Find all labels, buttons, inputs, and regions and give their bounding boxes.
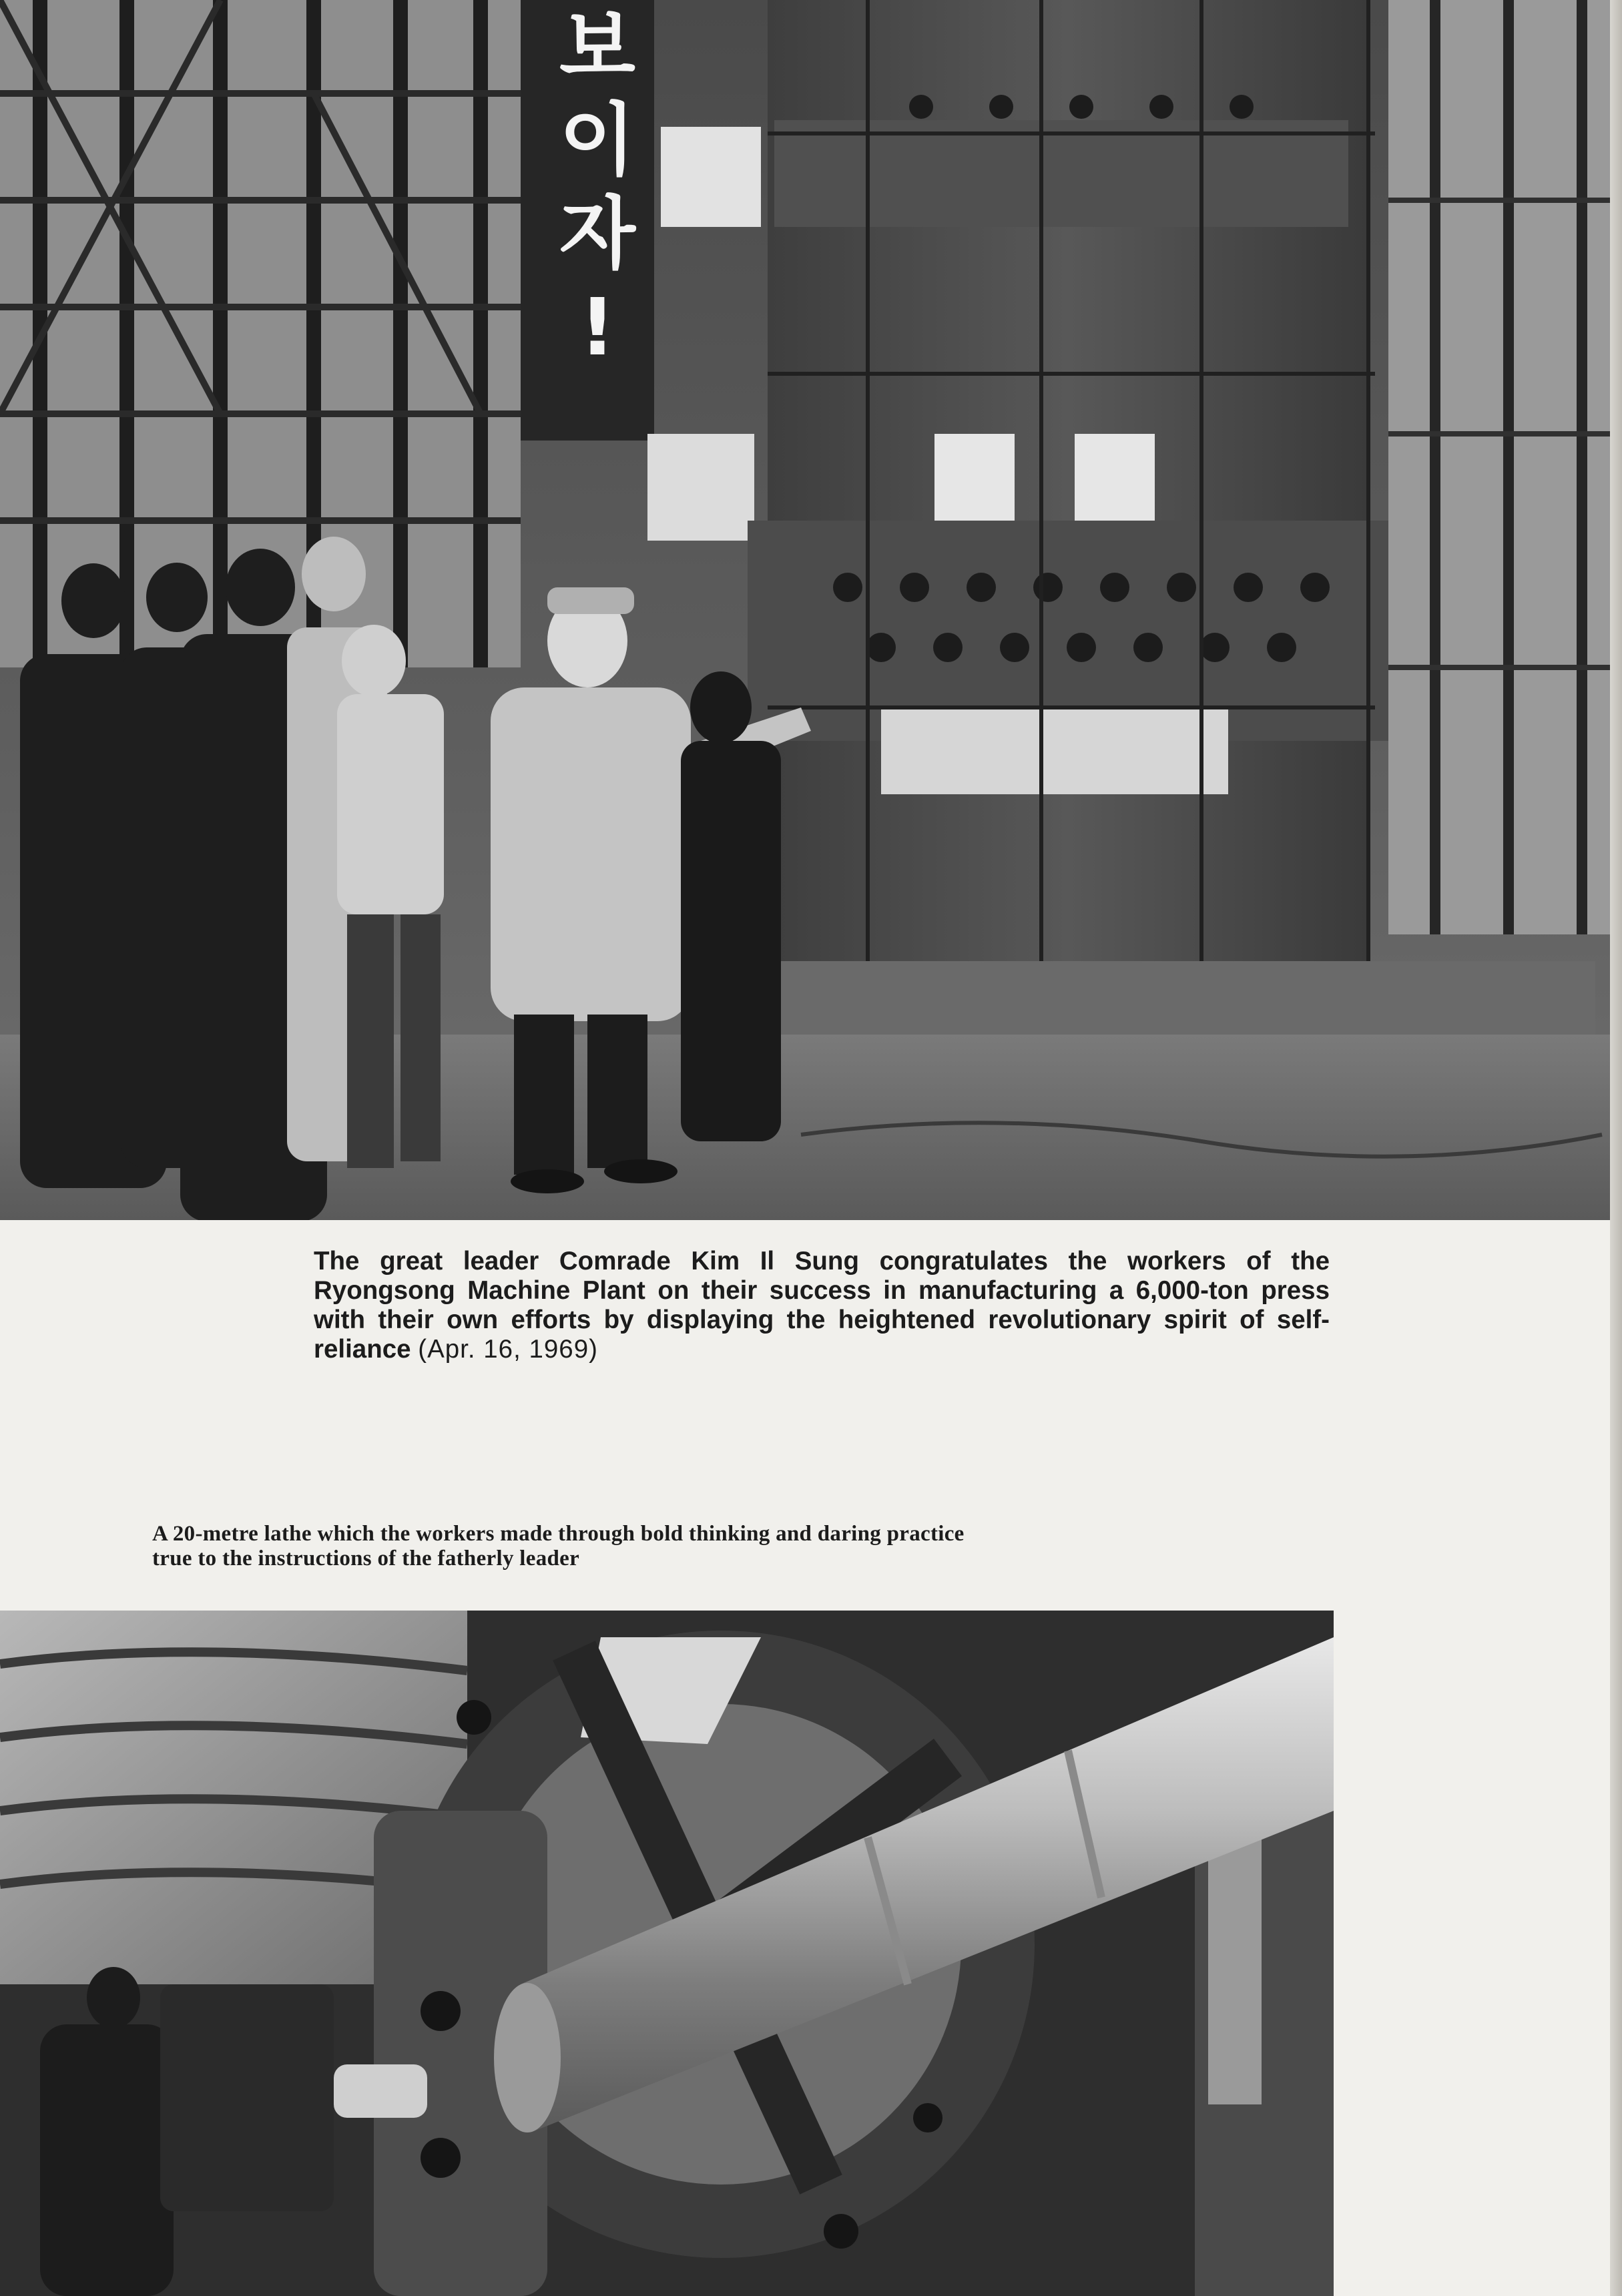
slogan-char: ! (579, 281, 615, 373)
page-edge (1610, 0, 1622, 2296)
caption-date: (Apr. 16, 1969) (418, 1335, 598, 1364)
caption-line: A 20-metre lathe which the workers made through bold thinking and daring practice (152, 1522, 965, 1546)
lathe-photo (0, 1611, 1334, 2296)
caption-body: The great leader Comrade Kim Il Sung congratulates the workers of the Ryongsong Machine Plant on their success in manufacturing a 6,000-ton press with their own efforts by displaying the heightened revolutionary spirit of self-reliance (314, 1247, 1330, 1364)
slogan-char: 이 (559, 94, 635, 186)
slogan-char: 자 (559, 188, 635, 280)
korean-slogan-sign (531, 0, 664, 374)
lathe-scene-illustration (0, 1611, 1334, 2296)
press-photo-caption (314, 1247, 1330, 1364)
lathe-photo-caption (152, 1522, 1193, 1571)
caption-line: true to the instructions of the fatherly leader (152, 1546, 580, 1570)
slogan-char: 보 (559, 1, 635, 93)
